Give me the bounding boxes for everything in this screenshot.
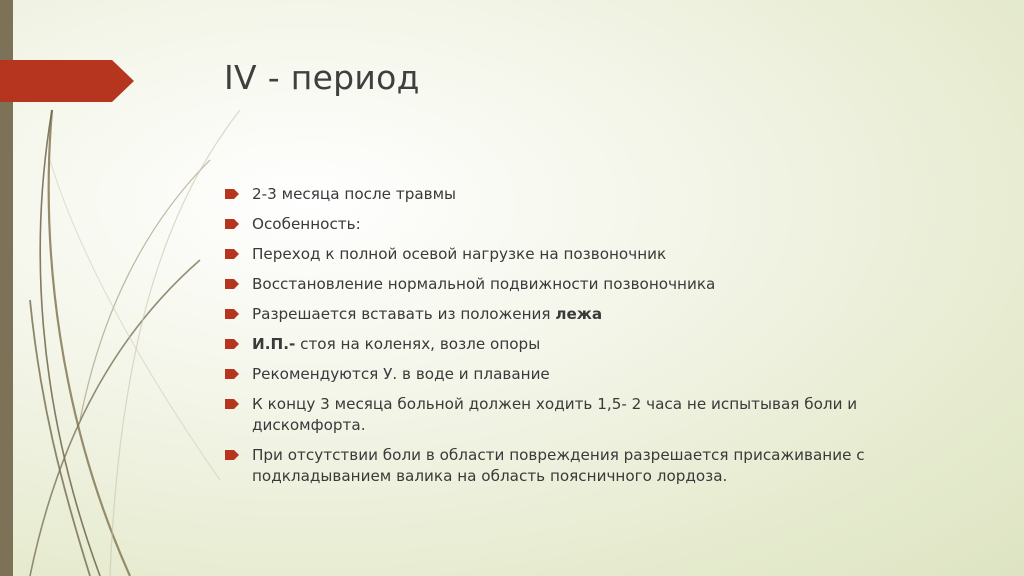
arrow-right-icon: [225, 219, 239, 229]
arrow-right-icon: [225, 339, 239, 349]
arrow-right-icon: [225, 309, 239, 319]
slide-title: IV - период: [224, 58, 420, 97]
bullet-item: [224, 445, 944, 487]
bullet-text: стоя на коленях, возле опоры: [295, 335, 541, 353]
bullet-text: К концу 3 месяца больной должен ходить 1,5- 2 часа не испытывая боли и дискомфорта.: [252, 395, 858, 434]
bullet-bold-text: И.П.-: [252, 335, 296, 353]
bullet-item: [224, 274, 944, 295]
bullet-bold-text: лежа: [555, 305, 603, 323]
bullet-text: Разрешается вставать из положения: [252, 305, 556, 323]
bullet-item: [224, 244, 944, 265]
arrow-right-icon: [225, 399, 239, 409]
bullet-item: [224, 184, 944, 205]
bullet-item: [224, 394, 944, 436]
bullet-text: Восстановление нормальной подвижности позвоночника: [252, 275, 716, 293]
arrow-right-icon: [225, 450, 239, 460]
bullet-text: При отсутствии боли в области повреждения разрешается присаживание с подкладыванием валика на область поясничного лордоза.: [252, 446, 865, 485]
bullet-item: [224, 214, 944, 235]
title-arrow-shape: [0, 60, 134, 102]
bullet-text: Рекомендуются У. в воде и плавание: [252, 365, 550, 383]
bullet-item: [224, 334, 944, 355]
bullet-item: [224, 304, 944, 325]
bullet-text: 2-3 месяца после травмы: [252, 185, 457, 203]
arrow-right-icon: [225, 189, 239, 199]
arrow-right-icon: [225, 279, 239, 289]
bullet-text: Особенность:: [252, 215, 361, 233]
arrow-right-icon: [225, 249, 239, 259]
bullet-text: Переход к полной осевой нагрузке на позвоночник: [252, 245, 667, 263]
bullet-item: [224, 364, 944, 385]
bullet-list: [224, 184, 944, 496]
arrow-right-icon: [225, 369, 239, 379]
